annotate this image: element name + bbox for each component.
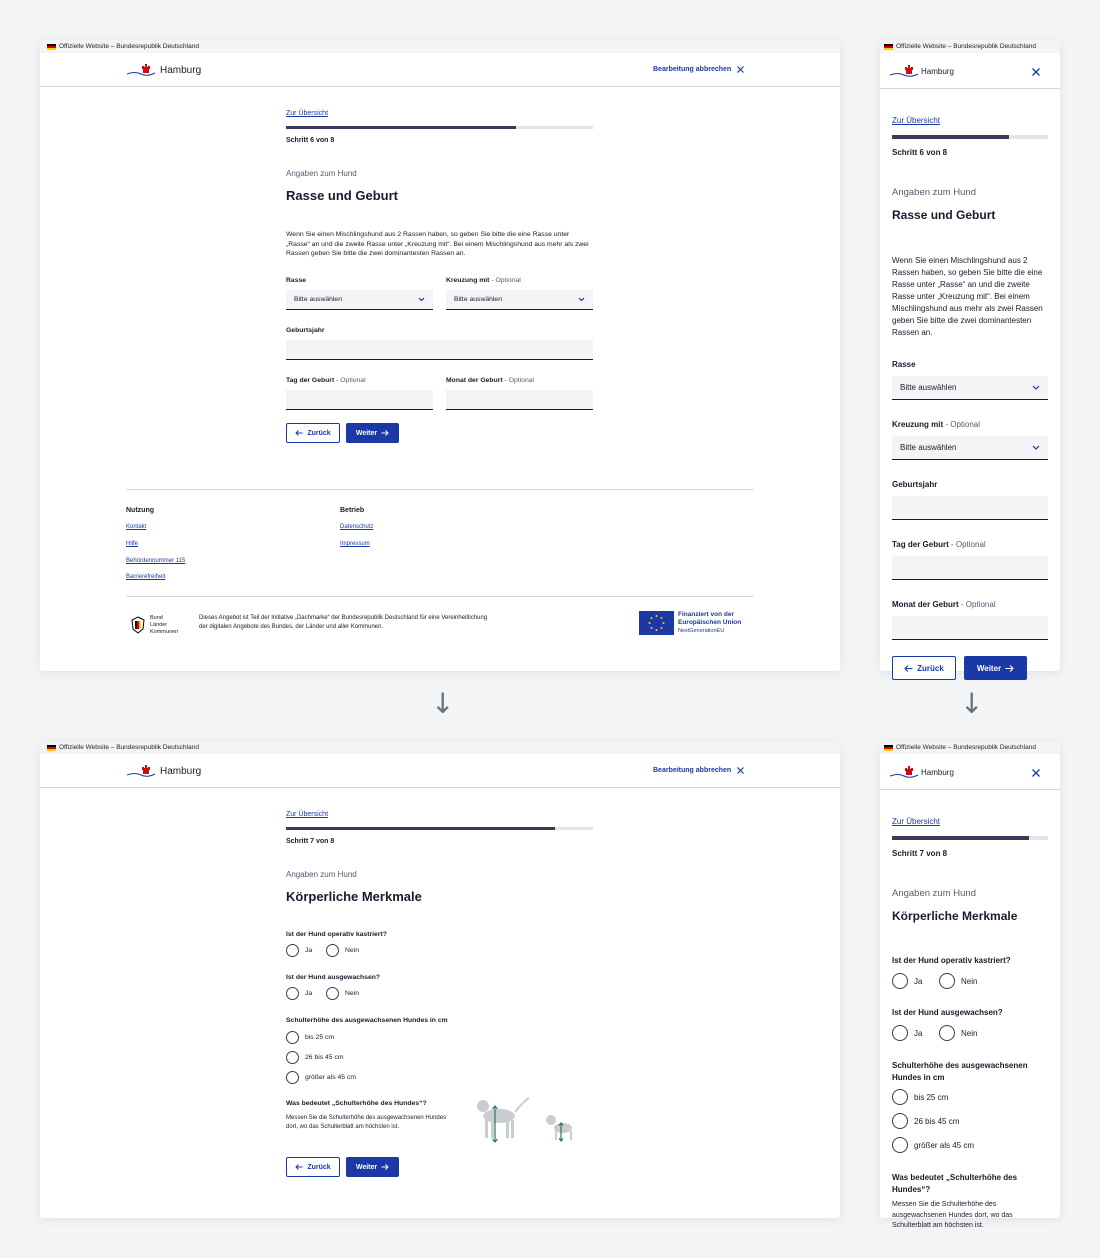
blk-logo-icon	[130, 615, 146, 635]
hamburg-logo[interactable]: Hamburg	[890, 766, 954, 778]
chevron-down-icon	[418, 297, 425, 302]
flow-arrow-down-icon: ↓	[960, 687, 984, 720]
close-icon	[737, 66, 744, 73]
header	[40, 53, 840, 87]
desktop-step7-screen	[40, 741, 840, 1218]
mobile-step7-screen	[880, 741, 1060, 1229]
german-flag-icon	[47, 44, 56, 50]
grown-yes-radio[interactable]: Ja	[892, 1025, 922, 1041]
footer-col2-title: Betrieb	[340, 507, 365, 514]
progress-bar	[286, 126, 593, 129]
header	[880, 754, 1060, 790]
footer-link-hilfe[interactable]: Hilfe	[126, 541, 139, 547]
height-option-radio[interactable]: bis 25 cm	[892, 1089, 948, 1105]
progress-bar	[286, 827, 593, 830]
breed-select[interactable]: Bitte auswählen	[892, 376, 1048, 400]
birth-month-input[interactable]	[446, 390, 593, 410]
cross-label: Kreuzung mit - Optional	[892, 420, 981, 429]
page-title: Körperliche Merkmale	[892, 909, 1018, 923]
footer-divider	[126, 596, 754, 597]
step-indicator: Schritt 7 von 8	[286, 838, 335, 845]
hamburg-logo-icon	[890, 65, 918, 77]
height-option-radio[interactable]: größer als 45 cm	[892, 1137, 974, 1153]
birth-day-input[interactable]	[286, 390, 433, 410]
overview-link[interactable]: Zur Übersicht	[892, 817, 941, 826]
progress-bar	[892, 135, 1048, 139]
step-indicator: Schritt 6 von 8	[286, 137, 335, 144]
section-label: Angaben zum Hund	[892, 888, 976, 899]
birth-day-input[interactable]	[892, 556, 1048, 580]
official-banner: Offizielle Website – Bundesrepublik Deutschland	[880, 40, 1060, 53]
breed-select[interactable]: Bitte auswählen	[286, 290, 433, 310]
grown-no-radio[interactable]: Nein	[939, 1025, 977, 1041]
hamburg-logo[interactable]: Hamburg	[890, 65, 954, 77]
blk-logo: Bund Länder Kommunen	[130, 615, 178, 636]
overview-link[interactable]: Zur Übersicht	[286, 811, 329, 818]
grown-no-radio[interactable]: Nein	[326, 987, 359, 1000]
birth-month-label: Monat der Geburt - Optional	[892, 600, 996, 609]
info-title: Was bedeutet „Schulterhöhe des Hundes“?	[892, 1173, 1018, 1194]
close-icon[interactable]	[1032, 68, 1040, 76]
overview-link[interactable]: Zur Übersicht	[286, 110, 329, 117]
overview-link[interactable]: Zur Übersicht	[892, 116, 941, 125]
arrow-right-icon	[381, 1164, 389, 1170]
footer-col1-title: Nutzung	[126, 507, 154, 514]
arrow-left-icon	[904, 665, 913, 672]
birth-year-input[interactable]	[892, 496, 1048, 520]
hamburg-logo-icon	[890, 766, 918, 778]
grown-question: Ist der Hund ausgewachsen?	[286, 974, 381, 981]
page-title: Rasse und Geburt	[286, 188, 398, 203]
close-icon	[737, 767, 744, 774]
section-label: Angaben zum Hund	[892, 187, 976, 198]
grown-question: Ist der Hund ausgewachsen?	[892, 1008, 1003, 1017]
arrow-left-icon	[295, 1164, 303, 1170]
abort-button[interactable]: Bearbeitung abbrechen	[653, 767, 744, 774]
footer-link-impressum[interactable]: Impressum	[340, 541, 370, 547]
info-text: Messen Sie die Schulterhöhe des ausgewachsenen Hundes dort, wo das Schulterblatt am höchsten ist.	[892, 1201, 1013, 1229]
chevron-down-icon	[578, 297, 585, 302]
chevron-down-icon	[1032, 385, 1040, 390]
eu-flag-icon	[639, 611, 674, 635]
height-option-radio[interactable]: 26 bis 45 cm	[892, 1113, 959, 1129]
height-question: Schulterhöhe des ausgewachsenen Hundes in cm	[892, 1061, 1028, 1082]
page-title: Körperliche Merkmale	[286, 889, 422, 904]
birth-month-input[interactable]	[892, 616, 1048, 640]
dog-height-illustration	[473, 1096, 588, 1146]
back-button[interactable]: Zurück	[286, 423, 340, 443]
birth-day-label: Tag der Geburt - Optional	[286, 377, 366, 384]
height-option-radio[interactable]: 26 bis 45 cm	[286, 1051, 344, 1064]
birth-year-label: Geburtsjahr	[892, 480, 938, 489]
neutered-yes-radio[interactable]: Ja	[286, 944, 312, 957]
breed-label: Rasse	[892, 360, 916, 369]
step-indicator: Schritt 7 von 8	[892, 849, 948, 858]
cross-select[interactable]: Bitte auswählen	[446, 290, 593, 310]
arrow-left-icon	[295, 430, 303, 436]
progress-bar	[892, 836, 1048, 840]
height-question: Schulterhöhe des ausgewachsenen Hundes in cm	[286, 1017, 448, 1024]
german-flag-icon	[884, 745, 893, 751]
hamburg-logo[interactable]: Hamburg	[127, 765, 201, 777]
neutered-no-radio[interactable]: Nein	[939, 973, 977, 989]
cross-label: Kreuzung mit - Optional	[446, 277, 521, 284]
next-button[interactable]: Weiter	[346, 423, 399, 443]
neutered-question: Ist der Hund operativ kastriert?	[892, 956, 1011, 965]
birth-month-label: Monat der Geburt - Optional	[446, 377, 535, 384]
birth-year-input[interactable]	[286, 340, 593, 360]
footer-link-barrierefreiheit[interactable]: Barrierefreiheit	[126, 574, 166, 580]
birth-year-label: Geburtsjahr	[286, 327, 325, 334]
section-label: Angaben zum Hund	[286, 870, 357, 879]
height-option-radio[interactable]: größer als 45 cm	[286, 1071, 356, 1084]
neutered-no-radio[interactable]: Nein	[326, 944, 359, 957]
arrow-right-icon	[1005, 665, 1014, 672]
german-flag-icon	[47, 745, 56, 751]
back-button[interactable]: Zurück	[892, 656, 956, 680]
cross-select[interactable]: Bitte auswählen	[892, 436, 1048, 460]
next-button[interactable]: Weiter	[964, 656, 1027, 680]
official-banner: Offizielle Website – Bundesrepublik Deutschland	[40, 741, 840, 754]
close-icon[interactable]	[1032, 769, 1040, 777]
intro-text: Wenn Sie einen Mischlingshund aus 2 Rassen haben, so geben Sie bitte die eine Rasse unter „Rasse“ an und die zweite Rasse unter „Kreuzung mit“. Bei einem Mischlingshund aus mehr als zwei Rassen geben Sie bitte die zwei dominantesten Rassen an.	[892, 256, 1043, 337]
arrow-right-icon	[381, 430, 389, 436]
footer-link-datenschutz[interactable]: Datenschutz	[340, 524, 374, 530]
page-title: Rasse und Geburt	[892, 208, 996, 222]
neutered-question: Ist der Hund operativ kastriert?	[286, 931, 387, 938]
neutered-yes-radio[interactable]: Ja	[892, 973, 922, 989]
hamburg-logo-icon	[127, 765, 155, 777]
abort-button[interactable]: Bearbeitung abbrechen	[653, 66, 744, 73]
back-button[interactable]: Zurück	[286, 1157, 340, 1177]
next-button[interactable]: Weiter	[346, 1157, 399, 1177]
section-label: Angaben zum Hund	[286, 169, 357, 178]
height-option-radio[interactable]: bis 25 cm	[286, 1031, 334, 1044]
step-indicator: Schritt 6 von 8	[892, 148, 948, 157]
german-flag-icon	[884, 44, 893, 50]
eu-funding: Finanziert von der Europäischen Union NextGenerationEU	[639, 611, 741, 635]
grown-yes-radio[interactable]: Ja	[286, 987, 312, 1000]
official-banner: Offizielle Website – Bundesrepublik Deutschland	[880, 741, 1060, 754]
header	[40, 754, 840, 788]
info-text: Messen Sie die Schulterhöhe des ausgewachsenen Hundes dort, wo das Schulterblatt am höchsten ist.	[286, 1115, 447, 1130]
breed-label: Rasse	[286, 277, 307, 284]
footer-link-115[interactable]: Behördennummer 115	[126, 558, 186, 564]
footer-divider	[126, 489, 754, 490]
chevron-down-icon	[1032, 445, 1040, 450]
hamburg-logo-icon	[127, 64, 155, 76]
desktop-step6-screen	[40, 40, 840, 671]
blk-text: Dieses Angebot ist Teil der Initiative „Dachmarke“ der Bundesrepublik Deutschland für eine Vereinheitlichung der digitalen Angebote des Bundes, der Länder und aller Kommunen.	[199, 615, 488, 630]
official-banner: Offizielle Website – Bundesrepublik Deutschland	[40, 40, 840, 53]
birth-day-label: Tag der Geburt - Optional	[892, 540, 986, 549]
intro-text: Wenn Sie einen Mischlingshund aus 2 Rassen haben, so geben Sie bitte die eine Rasse unter „Rasse“ an und die zweite Rasse unter „Kreuzung mit“. Bei einem Mischlingshund aus mehr als zwei Rassen geben Sie bitte die zwei dominantesten Rassen an.	[286, 231, 589, 258]
hamburg-logo[interactable]: Hamburg	[127, 64, 201, 76]
flow-arrow-down-icon: ↓	[431, 687, 455, 720]
mobile-step6-screen	[880, 40, 1060, 671]
header	[880, 53, 1060, 89]
footer-link-kontakt[interactable]: Kontakt	[126, 524, 147, 530]
info-title: Was bedeutet „Schulterhöhe des Hundes“?	[286, 1100, 427, 1107]
